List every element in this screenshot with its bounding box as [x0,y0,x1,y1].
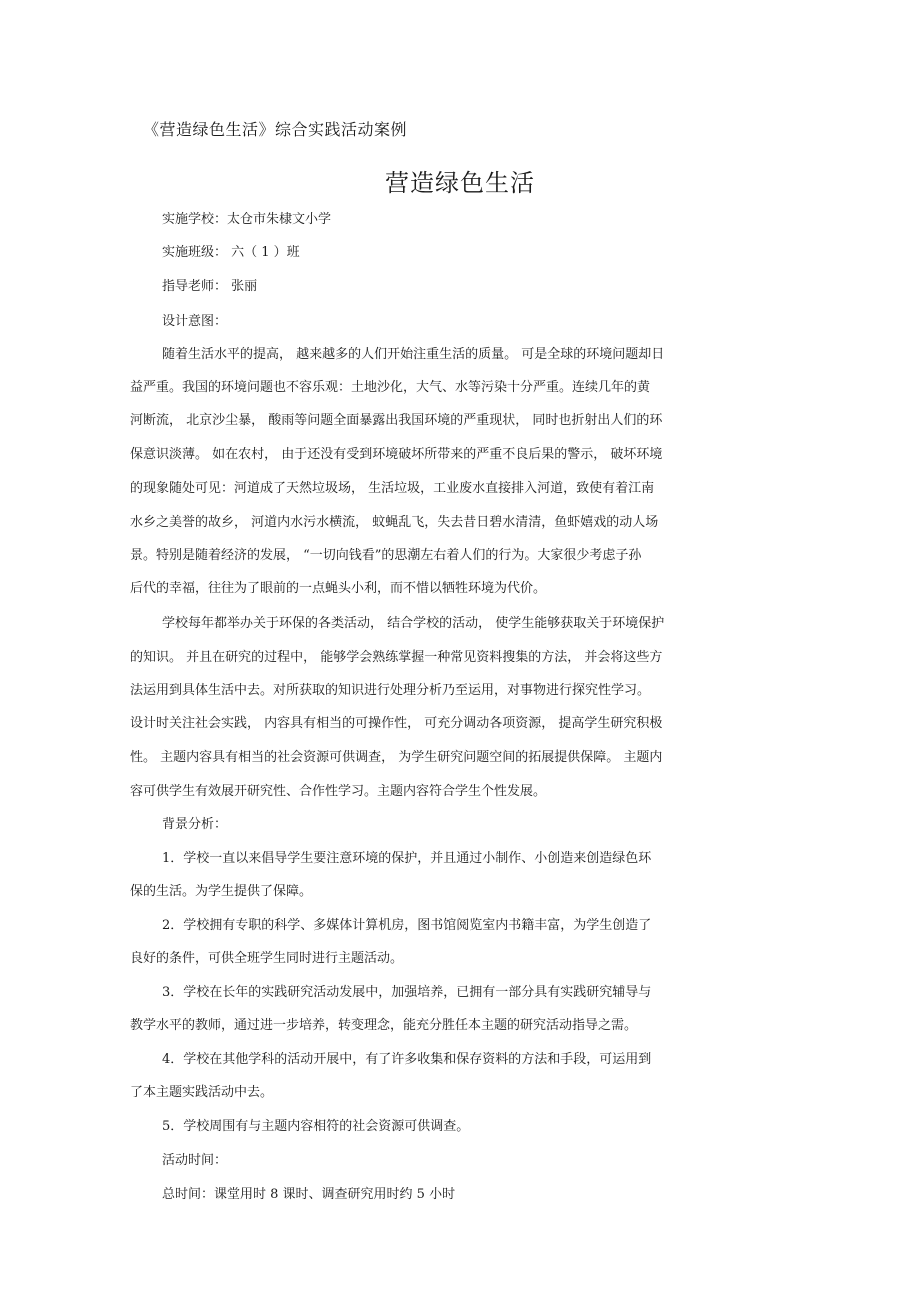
intent-para2-line: 的知识。 并且在研究的过程中， 能够学会熟练掌握一种常见资料搜集的方法， 并会将这些方 [130,650,663,665]
intent-para1-line: 景。特别是随着经济的发展， “一切向钱看”的思潮左右着人们的行为。大家很少考虑子孙 [130,548,642,563]
intent-para2-line: 容可供学生有效展开研究性、合作性学习。主题内容符合学生个性发展。 [130,784,547,799]
document-title: 营造绿色生活 [385,169,535,197]
intent-para1-line: 水乡之美誉的故乡， 河道内水污水横流， 蚊蝇乱飞，失去昔日碧水清清，鱼虾嬉戏的动人场 [130,515,659,530]
background-item-line: 教学水平的教师，通过进一步培养，转变理念，能充分胜任本主题的研究活动指导之需。 [130,1018,638,1033]
intent-para1-line: 益严重。我国的环境问题也不容乐观：土地沙化，大气、水等污染十分严重。连续几年的黄 [130,380,651,395]
intent-para2-line: 设计时关注社会实践， 内容具有相当的可操作性， 可充分调动各项资源， 提高学生研究积极 [130,716,663,731]
background-item-line: 2．学校拥有专职的科学、多媒体计算机房，图书馆阅览室内书籍丰富，为学生创造了 [162,918,652,933]
intent-para1-line: 随着生活水平的提高， 越来越多的人们开始注重生活的质量。 可是全球的环境问题却日 [162,347,665,362]
background-item-line: 良好的条件，可供全班学生同时进行主题活动。 [130,951,404,966]
intent-para1-line: 的现象随处可见：河道成了天然垃圾场， 生活垃圾，工业废水直接排入河道，致使有着江南 [130,481,655,496]
background-item-line: 3．学校在长年的实践研究活动发展中，加强培养，已拥有一部分具有实践研究辅导与 [162,985,652,1000]
background-item-line: 4．学校在其他学科的活动开展中，有了许多收集和保存资料的方法和手段，可运用到 [162,1052,652,1067]
background-item-line: 5．学校周围有与主题内容相符的社会资源可供调查。 [162,1119,470,1134]
meta-school: 实施学校：太仓市朱棣文小学 [162,212,332,227]
document-subtitle: 《营造绿色生活》综合实践活动案例 [143,120,408,139]
intent-para2-line: 学校每年都举办关于环保的各类活动， 结合学校的活动， 使学生能够获取关于环境保护 [162,616,665,631]
activity-time-heading: 活动时间： [162,1153,228,1168]
intent-para1-line: 河断流， 北京沙尘暴， 酸雨等问题全面暴露出我国环境的严重现状， 同时也折射出人们的环 [130,413,663,428]
activity-time-total: 总时间：课堂用时 8 课时、调查研究用时约 5 小时 [162,1187,456,1202]
background-item-line: 1．学校一直以来倡导学生要注意环境的保护，并且通过小制作、小创造来创造绿色环 [162,851,652,866]
intent-para2-line: 性。 主题内容具有相当的社会资源可供调查， 为学生研究问题空间的拓展提供保障。 主题内 [130,750,663,765]
meta-class: 实施班级： 六（ 1 ）班 [162,245,300,260]
background-item-line: 保的生活。为学生提供了保障。 [130,884,313,899]
intent-para1-line: 保意识淡薄。 如在农村， 由于还没有受到环境破坏所带来的严重不良后果的警示， 破坏环境 [130,447,663,462]
meta-teacher: 指导老师： 张丽 [162,279,258,294]
intent-para2-line: 法运用到具体生活中去。对所获取的知识进行处理分析乃至运用，对事物进行探究性学习。 [130,683,651,698]
design-intent-heading: 设计意图： [162,314,228,329]
background-item-line: 了本主题实践活动中去。 [130,1085,274,1100]
intent-para1-line: 后代的幸福，往往为了眼前的一点蝇头小利，而不惜以牺牲环境为代价。 [130,581,547,596]
background-heading: 背景分析： [162,817,228,832]
